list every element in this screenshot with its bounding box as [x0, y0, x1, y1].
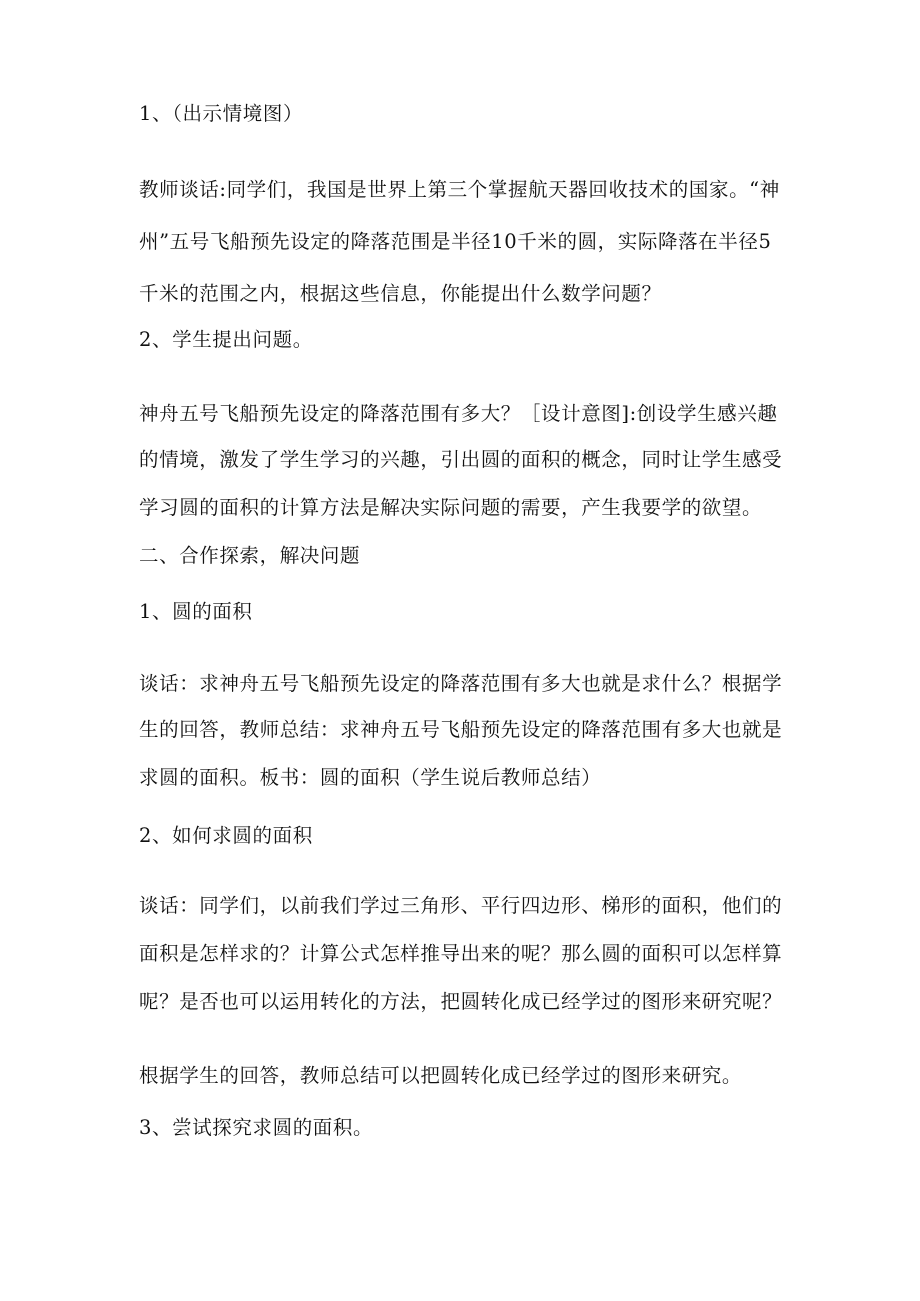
subheading-how-to-find-area: 2、如何求圆的面积	[139, 824, 313, 847]
paragraph-teacher-talk-line-1: 教师谈话:同学们，我国是世界上第三个掌握航天器回收技术的国家。“神	[139, 178, 780, 201]
paragraph-shapes-talk-line-2: 面积是怎样求的？计算公式怎样推导出来的呢？那么圆的面积可以怎样算	[139, 942, 783, 965]
section-heading-1: 1、（出示情境图）	[139, 102, 304, 125]
paragraph-talk-line-2: 生的回答，教师总结：求神舟五号飞船预先设定的降落范围有多大也就是	[139, 718, 783, 741]
chapter-heading-cooperative-exploration: 二、合作探索，解决问题	[139, 544, 361, 567]
paragraph-talk-line-1: 谈话：求神舟五号飞船预先设定的降落范围有多大也就是求什么？根据学	[139, 672, 783, 695]
paragraph-teacher-summary: 根据学生的回答，教师总结可以把圆转化成已经学过的图形来研究。	[139, 1064, 743, 1087]
paragraph-design-intent-line-1: 神舟五号飞船预先设定的降落范围有多大？［设计意图]:创设学生感兴趣	[139, 402, 778, 425]
paragraph-teacher-talk-line-2: 州”五号飞船预先设定的降落范围是半径10千米的圆，实际降落在半径5	[139, 230, 772, 253]
paragraph-talk-line-3: 求圆的面积。板书：圆的面积（学生说后教师总结）	[139, 766, 602, 789]
section-heading-2: 2、学生提出问题。	[139, 328, 313, 351]
paragraph-shapes-talk-line-1: 谈话：同学们，以前我们学过三角形、平行四边形、梯形的面积，他们的	[139, 894, 783, 917]
paragraph-shapes-talk-line-3: 呢？是否也可以运用转化的方法，把圆转化成已经学过的图形来研究呢？	[139, 990, 783, 1013]
paragraph-teacher-talk-line-3: 千米的范围之内，根据这些信息，你能提出什么数学问题？	[139, 282, 662, 305]
paragraph-design-intent-line-3: 学习圆的面积的计算方法是解决实际问题的需要，产生我要学的欲望。	[139, 496, 763, 519]
subheading-try-explore: 3、尝试探究求圆的面积。	[139, 1116, 374, 1139]
paragraph-design-intent-line-2: 的情境，激发了学生学习的兴趣，引出圆的面积的概念，同时让学生感受	[139, 448, 783, 471]
subheading-circle-area: 1、圆的面积	[139, 600, 253, 623]
